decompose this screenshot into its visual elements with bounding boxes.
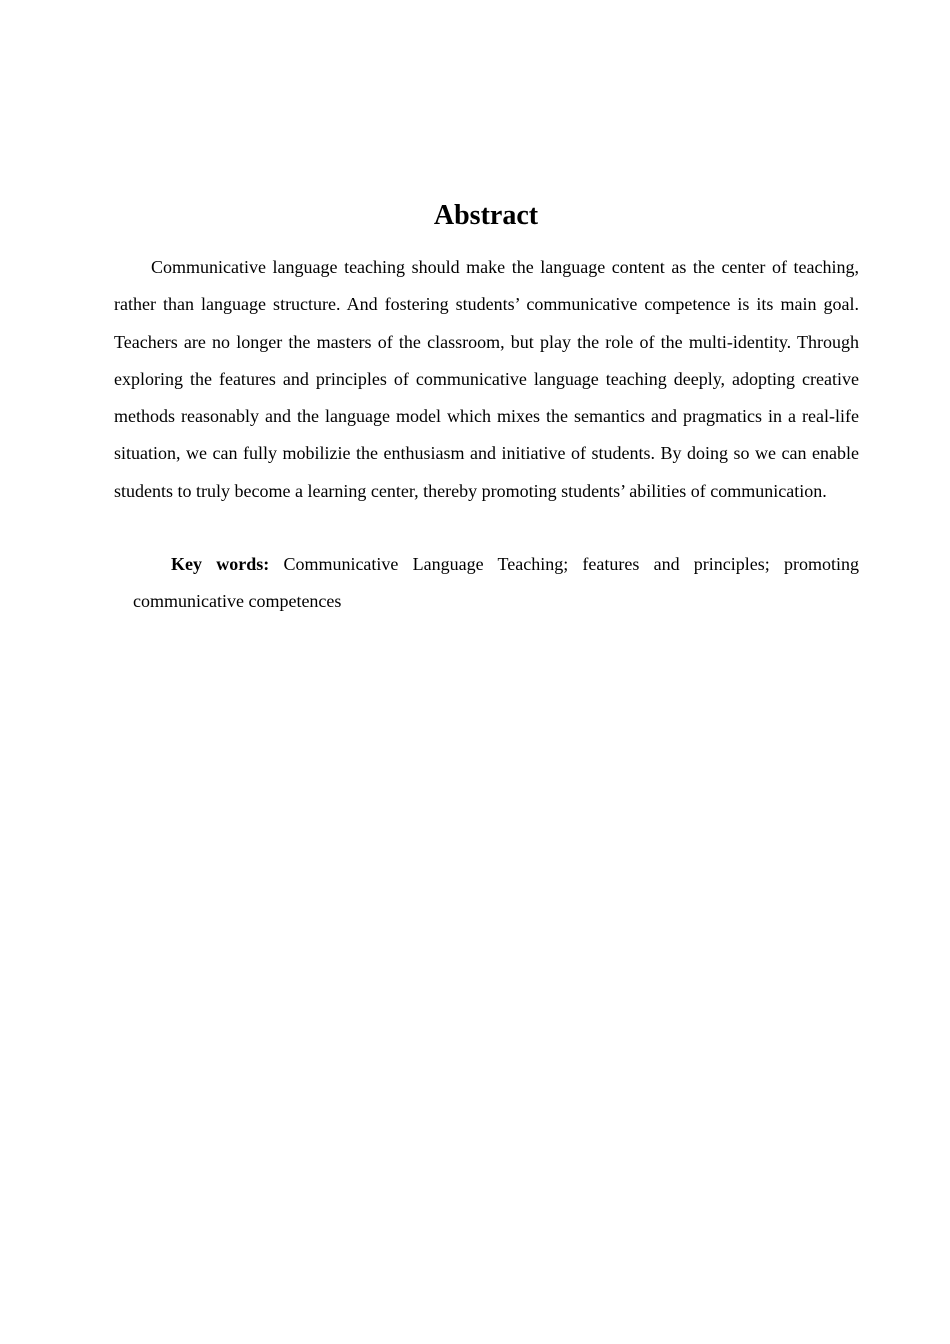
abstract-body: Communicative language teaching should make the language content as the center of teaching, rather than language structure. And fostering students’ communicative competence is its main goal. Teachers are no longer the masters of the classroom, but play the role of the multi-identity. Through exploring the features and principles of communicative language teaching deeply, adopting creative methods reasonably and the language model which mixes the semantics and pragmatics in a real-life situation, we can fully mobilizie the enthusiasm and initiative of students. By doing so we can enable students to truly become a learning center, thereby promoting students’ abilities of communication. — [114, 257, 859, 501]
keywords-text: Communicative Language Teaching; features and principles; promoting communicative competences — [133, 554, 859, 612]
keywords-label: Key words: — [171, 554, 270, 574]
keywords-line — [133, 546, 859, 621]
abstract-title: Abstract — [433, 200, 539, 231]
